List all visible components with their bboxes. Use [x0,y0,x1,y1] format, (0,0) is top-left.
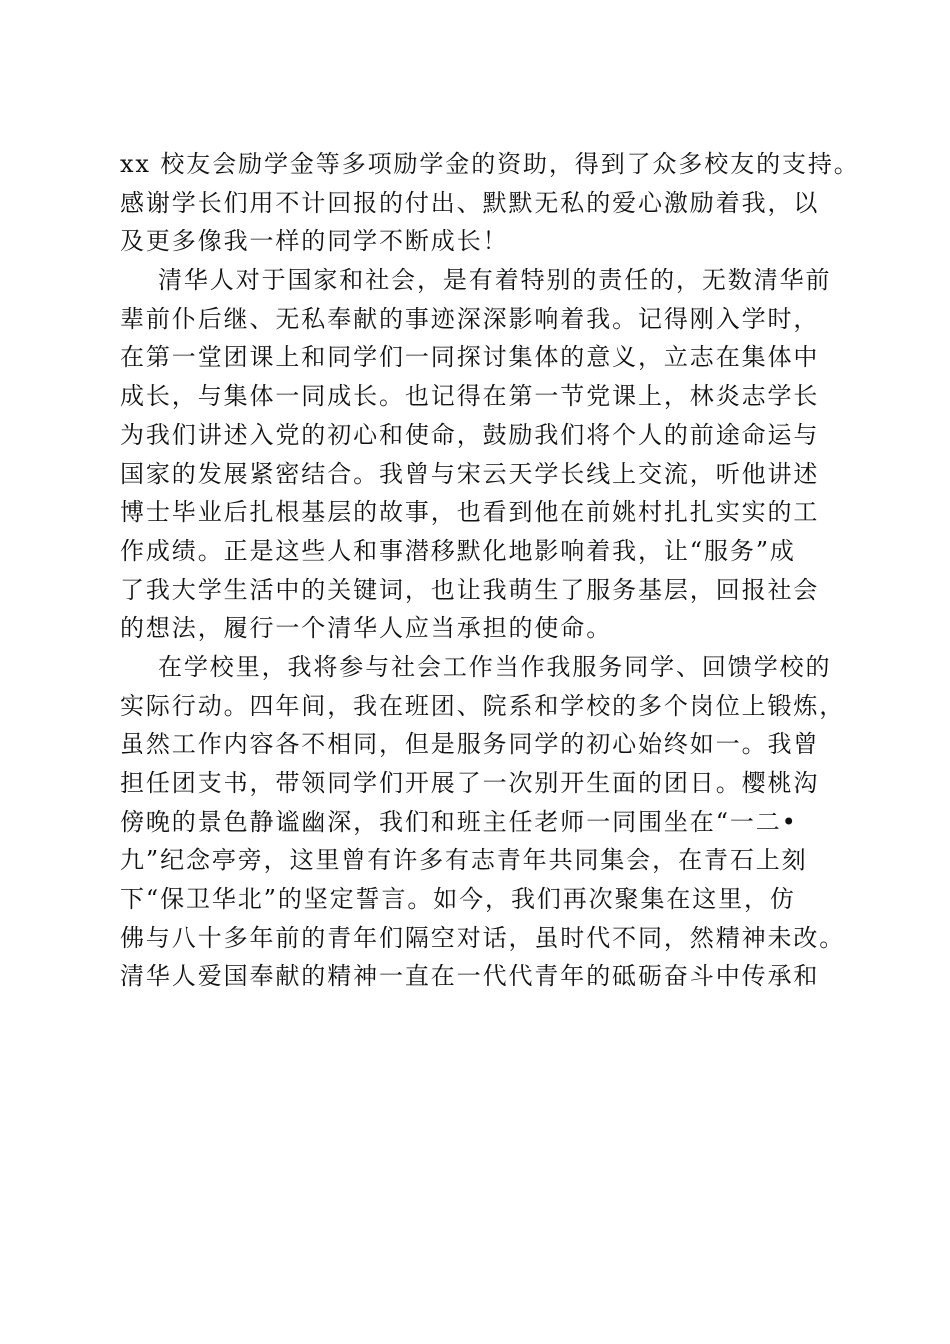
text-line: 在第一堂团课上和同学们一同探讨集体的意义，立志在集体中 [120,343,820,372]
text-line: 佛与八十多年前的青年们隔空对话，虽时代不同，然精神未改。 [120,923,846,952]
text-line: 辈前仆后继、无私奉献的事迹深深影响着我。记得刚入学时， [120,304,820,333]
text-line: 为我们讲述入党的初心和使命，鼓励我们将个人的前途命运与 [120,420,820,449]
text-line: 的想法，履行一个清华人应当承担的使命。 [120,614,613,643]
text-line: 感谢学长们用不计回报的付出、默默无私的爱心激励着我，以 [120,188,820,217]
text-line: 成长，与集体一同成长。也记得在第一节党课上，林炎志学长 [120,382,820,411]
text-line: 作成绩。正是这些人和事潜移默化地影响着我，让“服务”成 [120,536,796,565]
text-line: 下“保卫华北”的坚定誓言。如今，我们再次聚集在这里，仿 [120,885,796,914]
text-line: 九”纪念亭旁，这里曾有许多有志青年共同集会，在青石上刻 [120,846,808,875]
text-line: 国家的发展紧密结合。我曾与宋云天学长线上交流，听他讲述 [120,459,820,488]
body-text [120,145,860,996]
paragraph-2 [120,261,850,648]
text-line: 清华人爱国奉献的精神一直在一代代青年的砥砺奋斗中传承和 [120,962,820,991]
text-line: 傍晚的景色静谧幽深，我们和班主任老师一同围坐在“一二• [120,807,798,836]
text-line: 在学校里，我将参与社会工作当作我服务同学、回馈学校的 [158,652,832,681]
text-line: 清华人对于国家和社会，是有着特别的责任的，无数清华前 [158,266,832,295]
text-line: 实际行动。四年间，我在班团、院系和学校的多个岗位上锻炼， [120,691,846,720]
text-line: xx 校友会励学金等多项励学金的资助，得到了众多校友的支持。 [120,150,860,178]
paragraph-3 [120,648,850,996]
text-line: 了我大学生活中的关键词，也让我萌生了服务基层，回报社会 [120,575,820,604]
text-line: 担任团支书，带领同学们开展了一次别开生面的团日。樱桃沟 [120,769,820,797]
paragraph-1 [120,145,860,261]
text-line: 及更多像我一样的同学不断成长！ [120,227,509,256]
text-line: 博士毕业后扎根基层的故事，也看到他在前姚村扎扎实实的工 [120,498,820,527]
text-line: 虽然工作内容各不相同，但是服务同学的初心始终如一。我曾 [120,730,820,759]
